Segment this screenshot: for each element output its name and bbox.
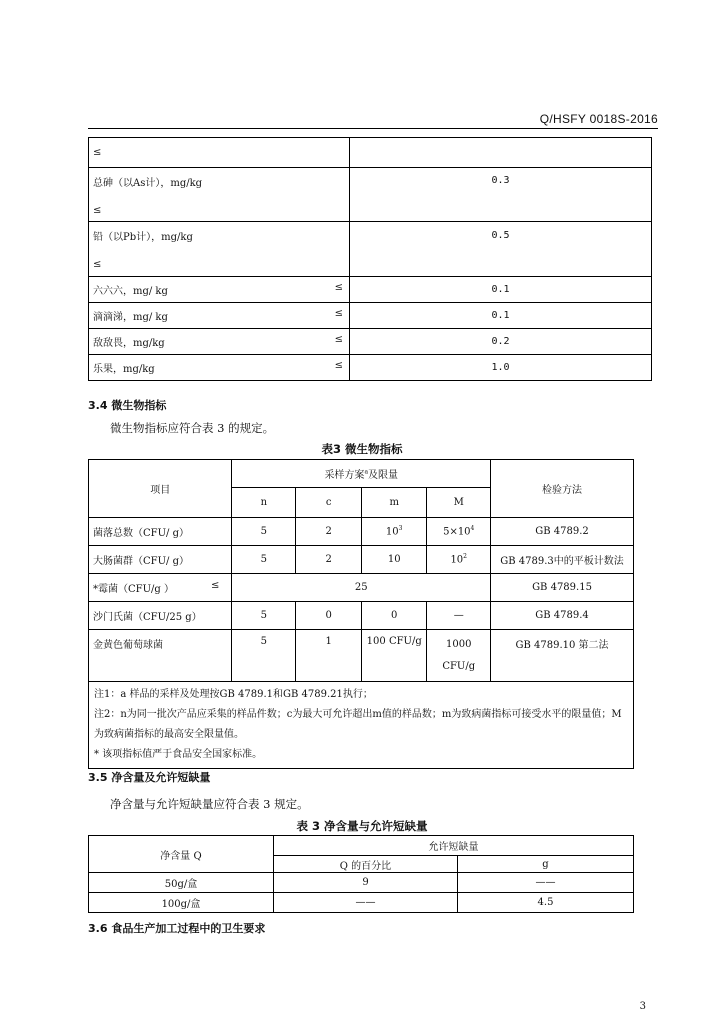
section-title: 3.5 净含量及允许短缺量 — [88, 771, 211, 784]
cell-m-base: 10 — [385, 526, 399, 538]
cell-M-line1: 1000 — [446, 638, 472, 650]
table-row — [89, 574, 634, 602]
cell-merged: 25 — [232, 574, 491, 602]
cell-M-line2: CFU/g — [442, 660, 476, 672]
head-g: g — [458, 856, 634, 873]
item-label: *霉菌（CFU/g ） — [93, 584, 174, 595]
le-symbol: ≤ — [93, 259, 102, 270]
page-number: 3 — [639, 1001, 646, 1012]
item-name: 金黄色葡萄球菌 — [89, 630, 232, 682]
cell-M — [427, 546, 491, 574]
head-method: 检验方法 — [491, 460, 634, 518]
cell-c: 0 — [296, 602, 362, 630]
row-name: 敌敌畏，mg/kg — [93, 338, 165, 349]
section-title: 3.6 食品生产加工过程中的卫生要求 — [88, 922, 266, 935]
note-2: 注2：n为同一批次产品应采集的样品件数；c为最大可允许超出m值的样品数；m为致病菌指标可接受水平的限量值；M为致病菌指标的最高安全限量值。 — [94, 709, 622, 740]
item-name: 大肠菌群（CFU/ g） — [89, 546, 232, 574]
table-caption: 表3 微生物指标 — [321, 442, 403, 456]
table-row — [89, 893, 634, 913]
cell-m: 100 CFU/g — [361, 630, 426, 682]
cell-M-base: 10 — [450, 554, 464, 566]
item-name — [89, 574, 232, 602]
notes-cell — [89, 682, 634, 769]
row-value: 0.1 — [350, 277, 652, 303]
table-row — [89, 873, 634, 893]
header-rule — [88, 128, 658, 129]
cell-m: 10 — [361, 546, 426, 574]
table-caption: 表 3 净含量与允许短缺量 — [296, 819, 428, 833]
row-name: 铅（以Pb计），mg/kg — [93, 232, 193, 243]
le-symbol: ≤ — [334, 360, 343, 371]
table-row — [89, 630, 634, 682]
row-name: 总砷（以As计），mg/kg — [93, 177, 203, 189]
head-plan-label: 采样方案 — [324, 470, 365, 481]
col-c: c — [296, 488, 362, 518]
cell-M — [427, 518, 491, 546]
row-value: 0.3 — [491, 175, 510, 186]
le-symbol: ≤ — [334, 308, 343, 319]
notes-row — [89, 682, 634, 769]
row-value: 0.2 — [350, 329, 652, 355]
table-row — [89, 602, 634, 630]
le-symbol: ≤ — [334, 282, 343, 293]
section-title: 3.4 微生物指标 — [88, 399, 167, 412]
cell-method: GB 4789.15 — [491, 574, 634, 602]
paragraph: 微生物指标应符合表 3 的规定。 — [110, 421, 275, 435]
cell-M-sup: 4 — [470, 525, 475, 533]
table-cell — [89, 303, 350, 329]
cell-method: GB 4789.4 — [491, 602, 634, 630]
head-plan — [232, 460, 491, 488]
item-name: 菌落总数（CFU/ g） — [89, 518, 232, 546]
contaminant-table — [88, 137, 652, 381]
cell-net: 100g/盒 — [89, 893, 274, 913]
row-name: 滴滴涕，mg/ kg — [93, 312, 168, 323]
table-cell — [350, 138, 652, 168]
cell-method: GB 4789.10 第二法 — [491, 630, 634, 682]
col-m: m — [361, 488, 426, 518]
table-cell — [350, 168, 652, 222]
table-cell — [89, 138, 350, 168]
head-item: 项目 — [89, 460, 232, 518]
table-cell — [89, 222, 350, 277]
cell-method: GB 4789.3中的平板计数法 — [491, 546, 634, 574]
cell-M-base: 5×10 — [443, 526, 471, 538]
row-value: 0.1 — [350, 303, 652, 329]
paragraph: 净含量与允许短缺量应符合表 3 规定。 — [110, 797, 309, 811]
doc-code: Q/HSFY 0018S-2016 — [539, 112, 658, 126]
cell-m: 0 — [361, 602, 426, 630]
head-net: 净含量 Q — [89, 836, 274, 873]
cell-m — [361, 518, 426, 546]
col-n: n — [232, 488, 296, 518]
row-name: 六六六，mg/ kg — [93, 286, 168, 297]
cell-net: 50g/盒 — [89, 873, 274, 893]
le-symbol: ≤ — [211, 580, 220, 591]
microbiology-table — [88, 459, 634, 769]
head-pct: Q 的百分比 — [274, 856, 458, 873]
item-name: 沙门氏菌（CFU/25 g） — [89, 602, 232, 630]
table-cell — [350, 222, 652, 277]
cell-c: 2 — [296, 518, 362, 546]
le-symbol: ≤ — [334, 334, 343, 345]
head-plan-suffix: 及限量 — [368, 470, 399, 481]
note-3: * 该项指标值严于食品安全国家标准。 — [94, 749, 263, 760]
cell-c: 1 — [296, 630, 362, 682]
note-1: 注1：a 样品的采样及处理按GB 4789.1和GB 4789.21执行； — [94, 689, 373, 700]
cell-n: 5 — [232, 518, 296, 546]
cell-pct: —— — [274, 893, 458, 913]
table-row — [89, 546, 634, 574]
head-allow: 允许短缺量 — [274, 836, 634, 856]
net-content-table — [88, 835, 634, 913]
head-plan-sup: a — [364, 468, 369, 476]
table-cell — [89, 168, 350, 222]
cell-method: GB 4789.2 — [491, 518, 634, 546]
cell-n: 5 — [232, 630, 296, 682]
cell-n: 5 — [232, 602, 296, 630]
row-name: 乐果，mg/kg — [93, 364, 155, 375]
cell-M — [427, 630, 491, 682]
row-value: 0.5 — [491, 229, 510, 241]
cell-M: — — [427, 602, 491, 630]
cell-M-sup: 2 — [463, 553, 467, 561]
table-cell — [89, 329, 350, 355]
table-cell — [89, 277, 350, 303]
cell-g: —— — [458, 873, 634, 893]
cell-n: 5 — [232, 546, 296, 574]
table-row — [89, 518, 634, 546]
row-value: 1.0 — [350, 355, 652, 381]
table-cell — [89, 355, 350, 381]
col-M: M — [427, 488, 491, 518]
cell-m-sup: 3 — [398, 525, 403, 533]
cell-g: 4.5 — [458, 893, 634, 913]
le-symbol: ≤ — [93, 147, 102, 158]
cell-pct: 9 — [274, 873, 458, 893]
cell-c: 2 — [296, 546, 362, 574]
le-symbol: ≤ — [93, 204, 102, 216]
